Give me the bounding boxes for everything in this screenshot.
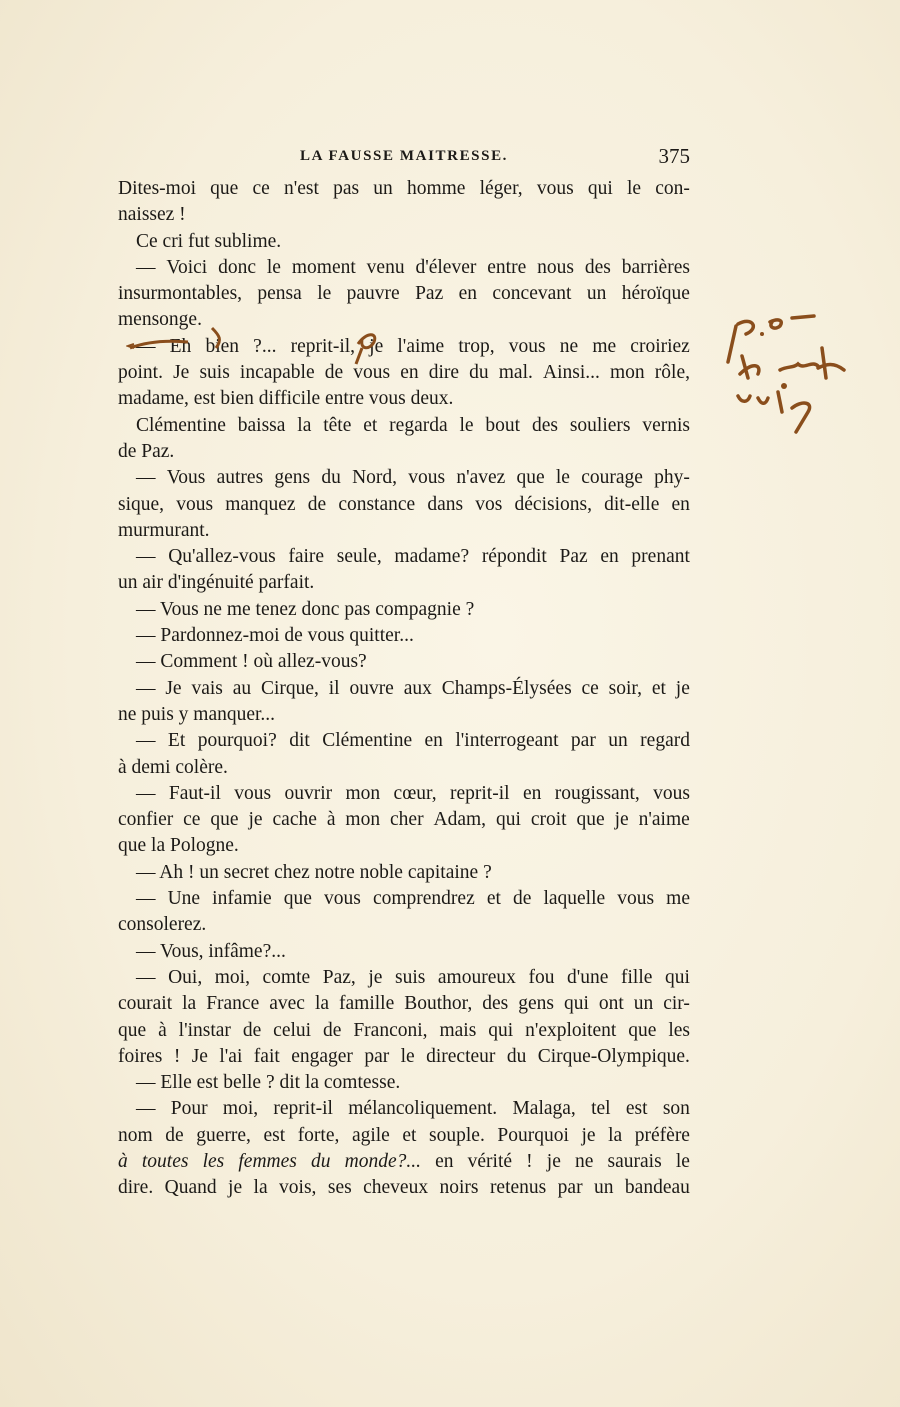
text-line: — Faut-il vous ouvrir mon cœur, reprit-il en rougissant, vous xyxy=(136,782,690,804)
text-line: point. Je suis incapable de vous en dire du mal. Ainsi... mon rôle, xyxy=(118,362,690,384)
text-line: un air d'ingénuité parfait. xyxy=(118,572,315,594)
text-line: dire. Quand je la vois, ses cheveux noirs retenus par un bandeau xyxy=(118,1177,690,1199)
text-line: ne puis y manquer... xyxy=(118,703,276,725)
running-header xyxy=(118,146,690,172)
text-line: madame, est bien difficile entre vous deux. xyxy=(118,388,454,410)
text-line: à toutes les femmes du monde?... en vérité ! je ne saurais le xyxy=(118,1150,690,1172)
text-line: courait la France avec la famille Bouthor, des gens qui ont un cir- xyxy=(118,993,690,1015)
running-title: LA FAUSSE MAITRESSE. xyxy=(300,148,509,164)
text-line: Dites-moi que ce n'est pas un homme léger, vous qui le con- xyxy=(118,178,690,199)
text-line: sique, vous manquez de constance dans vos décisions, dit-elle en xyxy=(118,493,690,515)
text-line: — Qu'allez-vous faire seule, madame? répondit Paz en prenant xyxy=(136,546,690,568)
text-line: — Eh bien ?... reprit-il, je l'aime trop, vous ne me croiriez xyxy=(136,335,690,357)
text-line: Ce cri fut sublime. xyxy=(136,230,282,252)
text-line: — Ah ! un secret chez notre noble capitaine ? xyxy=(136,861,492,883)
text-line: insurmontables, pensa le pauvre Paz en concevant un héroïque xyxy=(118,283,690,305)
text-line: confier ce que je cache à mon cher Adam, qui croit que je n'aime xyxy=(118,809,690,831)
text-line: — Une infamie que vous comprendrez et de laquelle vous me xyxy=(136,888,690,910)
text-line: — Je vais au Cirque, il ouvre aux Champs-Élysées ce soir, et je xyxy=(136,677,690,699)
text-line: — Vous autres gens du Nord, vous n'avez que le courage phy- xyxy=(136,467,690,489)
text-line: murmurant. xyxy=(118,519,210,541)
text-line: — Pardonnez-moi de vous quitter... xyxy=(136,625,414,647)
text-line: de Paz. xyxy=(118,440,175,462)
text-line: nom de guerre, est forte, agile et souple. Pourquoi je la préfère xyxy=(118,1124,690,1146)
text-line: mensonge. xyxy=(118,309,202,331)
text-line: — Vous, infâme?... xyxy=(136,940,286,962)
text-line: que à l'instar de celui de Franconi, mais qui n'exploitent que les xyxy=(118,1019,690,1041)
text-line: — Voici donc le moment venu d'élever entre nous des barrières xyxy=(136,256,690,278)
text-line: — Pour moi, reprit-il mélancoliquement. Malaga, tel est son xyxy=(136,1098,690,1120)
text-line: Clémentine baissa la tête et regarda le bout des souliers vernis xyxy=(136,414,690,436)
page-number: 375 xyxy=(658,144,690,168)
text-line: — Elle est belle ? dit la comtesse. xyxy=(136,1072,401,1094)
text-line: — Comment ! où allez-vous? xyxy=(136,651,367,673)
text-line: que la Pologne. xyxy=(118,835,239,857)
text-line: — Et pourquoi? dit Clémentine en l'interrogeant par un regard xyxy=(136,730,690,752)
handwritten-margin-annotation xyxy=(722,312,862,442)
text-line: consolerez. xyxy=(118,914,207,936)
text-line: à demi colère. xyxy=(118,756,228,778)
text-line: — Oui, moi, comte Paz, je suis amoureux fou d'une fille qui xyxy=(136,966,690,988)
handwritten-correction-mark xyxy=(126,326,386,366)
text-line: foires ! Je l'ai fait engager par le directeur du Cirque-Olympique. xyxy=(118,1045,690,1067)
text-line: naissez ! xyxy=(118,204,186,226)
text-line: — Vous ne me tenez donc pas compagnie ? xyxy=(136,598,475,620)
